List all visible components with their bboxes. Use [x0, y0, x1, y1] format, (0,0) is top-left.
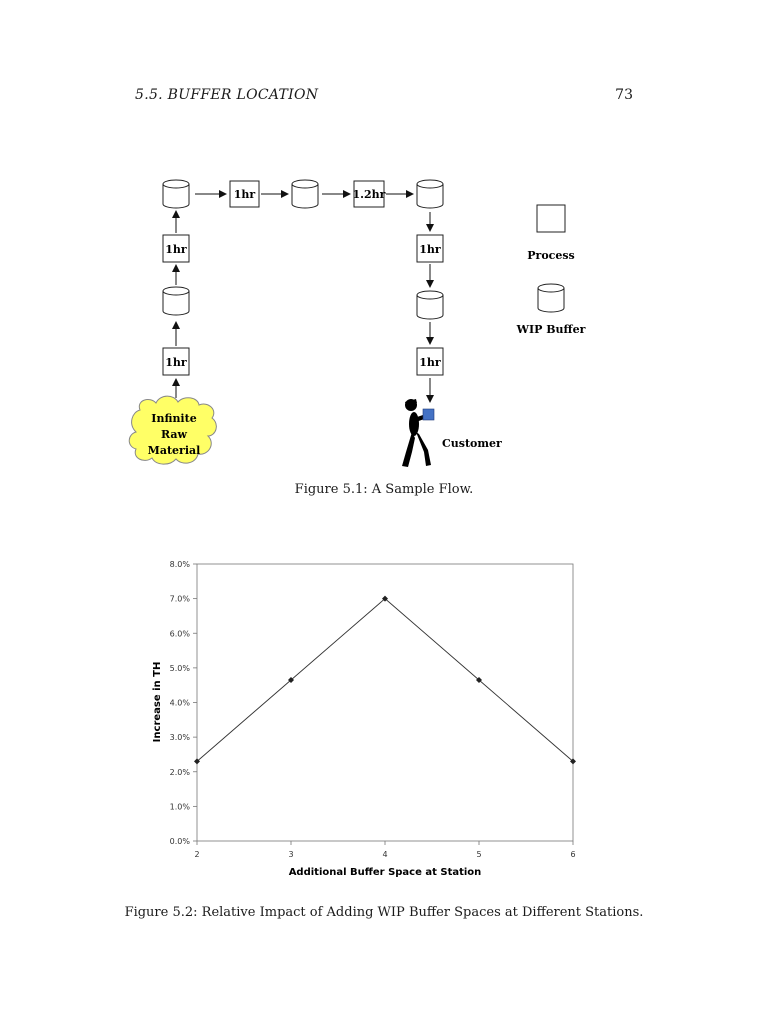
process-time-label: 1.2hr — [352, 188, 386, 201]
section-title: 5.5. BUFFER LOCATION — [135, 87, 319, 103]
y-tick-label: 5.0% — [169, 663, 190, 673]
process-time-label: 1hr — [419, 356, 441, 369]
y-tick-label: 1.0% — [169, 802, 190, 812]
y-tick-label: 3.0% — [169, 733, 190, 743]
process-time-label: 1hr — [419, 243, 441, 256]
x-tick-label: 2 — [194, 850, 200, 859]
page-number: 73 — [615, 87, 633, 103]
x-axis — [194, 841, 575, 859]
legend-process-label: Process — [527, 249, 575, 262]
source-label-line: Raw — [161, 428, 187, 441]
x-tick-label: 3 — [288, 850, 294, 859]
y-tick-label: 4.0% — [169, 698, 190, 708]
x-axis-label: Additional Buffer Space at Station — [288, 867, 482, 878]
source-label-line: Material — [147, 444, 201, 457]
customer-label: Customer — [442, 437, 502, 450]
y-tick-label: 0.0% — [169, 837, 190, 846]
figure-5-2-caption: Figure 5.2: Relative Impact of Adding WIP Buffer Spaces at Different Stations. — [124, 905, 644, 920]
x-tick-label: 5 — [476, 850, 482, 859]
figure-5-1-caption: Figure 5.1: A Sample Flow. — [294, 482, 474, 497]
plot-frame — [197, 564, 573, 841]
y-tick-label: 8.0% — [169, 560, 190, 569]
y-tick-label: 2.0% — [169, 767, 190, 777]
y-tick-label: 6.0% — [169, 629, 190, 639]
legend-buffer-label: WIP Buffer — [516, 323, 586, 336]
y-axis — [170, 560, 197, 846]
process-time-label: 1hr — [165, 356, 187, 369]
x-tick-label: 6 — [570, 850, 576, 859]
x-tick-label: 4 — [382, 850, 388, 859]
process-time-label: 1hr — [233, 188, 256, 201]
source-label-line: Infinite — [151, 412, 197, 425]
y-axis-label: Increase in TH — [152, 661, 163, 743]
y-tick-label: 7.0% — [169, 594, 190, 604]
process-time-label: 1hr — [165, 243, 187, 256]
